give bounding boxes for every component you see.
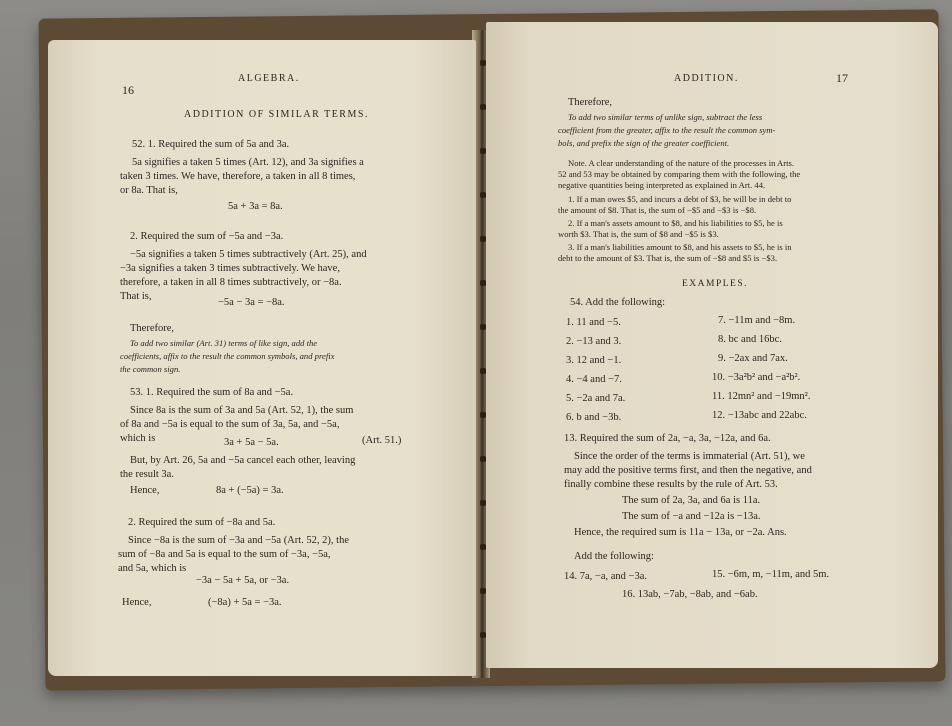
text-line: the result 3a. <box>120 469 174 480</box>
example-item: 12. −13abc and 22abc. <box>712 410 807 421</box>
note-line: 1. If a man owes $5, and incurs a debt of $3, he will be in debt to <box>568 194 792 204</box>
text-line: Therefore, <box>130 323 175 334</box>
text-line: Add the following: <box>574 551 654 562</box>
text-line: or 8a. That is, <box>120 185 178 196</box>
text-line: finally combine these results by the rule of Art. 53. <box>564 479 778 490</box>
example-item: 16. 13ab, −7ab, −8ab, and −6ab. <box>622 589 758 600</box>
note-line: worth $3. That is, the sum of $8 and −$5 is $3. <box>558 229 719 239</box>
text-line: may add the positive terms first, and then the negative, and <box>564 465 812 476</box>
text-line: Since −8a is the sum of −3a and −5a (Art. 52, 2), the <box>128 535 350 546</box>
rule-text: To add two similar (Art. 31) terms of like sign, add the <box>130 338 318 348</box>
text-line: taken 3 times. We have, therefore, a taken in all 8 times, <box>120 171 356 182</box>
text-line: sum of −8a and 5a is equal to the sum of −3a, −5a, <box>118 549 331 560</box>
text-line: 13. Required the sum of 2a, −a, 3a, −12a, and 6a. <box>564 433 771 444</box>
right-page <box>486 22 938 668</box>
rule-text: coefficient from the greater, affix to the result the common sym- <box>558 125 776 135</box>
example-item: 3. 12 and −1. <box>566 355 622 366</box>
equation: The sum of 2a, 3a, and 6a is 11a. <box>622 495 761 506</box>
text-line: Hence, <box>130 485 160 496</box>
text-line: 2. Required the sum of −5a and −3a. <box>130 231 284 242</box>
example-item: 9. −2ax and 7ax. <box>718 353 788 364</box>
text-line: That is, <box>120 291 152 302</box>
example-item: 6. b and −3b. <box>566 412 622 423</box>
example-item: 11. 12mn² and −19mn². <box>712 391 811 402</box>
example-item: 10. −3a²b² and −a²b². <box>712 372 801 383</box>
example-item: 5. −2a and 7a. <box>566 393 626 404</box>
example-item: 2. −13 and 3. <box>566 336 622 347</box>
text-line: Hence, <box>122 597 152 608</box>
rule-text: bols, and prefix the sign of the greater coefficient. <box>558 138 730 148</box>
text-line: of 8a and −5a is equal to the sum of 3a, 5a, and −5a, <box>120 419 340 430</box>
equation: 8a + (−5a) = 3a. <box>216 485 284 496</box>
text-line: which is <box>120 433 156 444</box>
running-head: ALGEBRA. <box>238 73 300 84</box>
equation: (−8a) + 5a = −3a. <box>208 597 282 608</box>
section-title: ADDITION OF SIMILAR TERMS. <box>184 109 369 120</box>
text-line: But, by Art. 26, 5a and −5a cancel each other, leaving <box>130 455 356 466</box>
equation: The sum of −a and −12a is −13a. <box>622 511 761 522</box>
text-line: 5a signifies a taken 5 times (Art. 12), and 3a signifies a <box>132 157 364 168</box>
text-line: Hence, the required sum is 11a − 13a, or −2a. Ans. <box>574 527 787 538</box>
text-line: Since 8a is the sum of 3a and 5a (Art. 52, 1), the sum <box>130 405 354 416</box>
text-line: 2. Required the sum of −8a and 5a. <box>128 517 276 528</box>
example-item: 8. bc and 16bc. <box>718 334 782 345</box>
text-line: Therefore, <box>568 97 613 108</box>
rule-text: coefficients, affix to the result the common symbols, and prefix <box>120 351 335 361</box>
example-item: 7. −11m and −8m. <box>718 315 796 326</box>
text-line: 53. 1. Required the sum of 8a and −5a. <box>130 387 294 398</box>
note-line: the amount of $8. That is, the sum of −$5 and −$3 is −$8. <box>558 205 757 215</box>
example-item: 4. −4 and −7. <box>566 374 622 385</box>
example-item: 14. 7a, −a, and −3a. <box>564 571 647 582</box>
examples-heading: EXAMPLES. <box>682 279 749 289</box>
note-line: 52 and 53 may be obtained by comparing them with the following, the <box>558 169 801 179</box>
left-page <box>48 40 476 676</box>
note-line: debt to the amount of $3. That is, the sum of −$8 and $5 is −$3. <box>558 253 778 263</box>
equation: 5a + 3a = 8a. <box>228 201 283 212</box>
note-line: negative quantities being interpreted as explained in Art. 44. <box>558 180 766 190</box>
note-line: Note. A clear understanding of the nature of the processes in Arts. <box>568 158 795 168</box>
text-line: and 5a, which is <box>118 563 187 574</box>
rule-text: the common sign. <box>120 364 181 374</box>
note-line: 3. If a man's liabilities amount to $8, and his assets to $5, he is in <box>568 242 792 252</box>
text-line: −5a signifies a taken 5 times subtractively (Art. 25), and <box>130 249 367 260</box>
note-line: 2. If a man's assets amount to $8, and his liabilities to $5, he is <box>568 218 783 228</box>
equation: 3a + 5a − 5a. <box>224 437 279 448</box>
example-item: 15. −6m, m, −11m, and 5m. <box>712 569 830 580</box>
example-item: 1. 11 and −5. <box>566 317 621 328</box>
page-number: 17 <box>836 71 848 85</box>
equation: −5a − 3a = −8a. <box>218 297 285 308</box>
text-line: 52. 1. Required the sum of 5a and 3a. <box>132 139 290 150</box>
text-line: therefore, a taken in all 8 times subtractively, or −8a. <box>120 277 342 288</box>
equation: −3a − 5a + 5a, or −3a. <box>196 575 290 586</box>
exercise-prompt: 54. Add the following: <box>570 297 666 308</box>
text-line: Since the order of the terms is immaterial (Art. 51), we <box>574 451 805 462</box>
running-head: ADDITION. <box>674 73 739 84</box>
article-ref: (Art. 51.) <box>362 435 402 446</box>
rule-text: To add two similar terms of unlike sign, subtract the less <box>568 112 763 122</box>
page-number: 16 <box>122 83 134 97</box>
text-line: −3a signifies a taken 3 times subtractively. We have, <box>120 263 340 274</box>
